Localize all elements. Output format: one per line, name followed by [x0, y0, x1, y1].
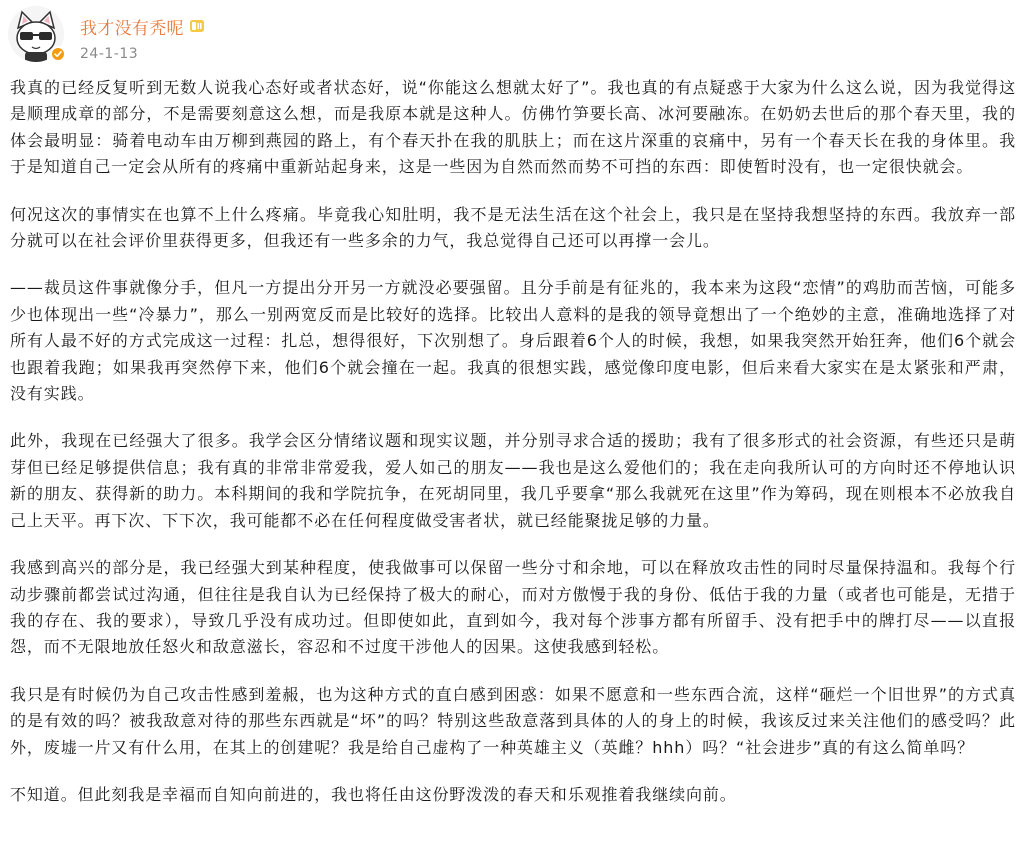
- post-paragraph-6: 我只是有时候仍为自己攻击性感到羞赧，也为这种方式的直白感到困惑：如果不愿意和一些东西合流，这样“砸烂一个旧世界”的方式真的是有效的吗？被我敌意对待的那些东西就是“坏”的吗？特别这些敌意落到具体的人的身上的时候，我该反过来关注他们的感受吗？此外，废墟一片又有什么用，在其上的创建呢？我是给自己虚构了一种英雄主义（英雌？hhh）吗？“社会进步”真的有这么简单吗？: [10, 684, 1016, 757]
- member-icon[interactable]: [189, 18, 205, 34]
- post-timestamp: 24-1-13: [80, 46, 139, 62]
- post-paragraph-1: 我真的已经反复听到无数人说我心态好或者状态好，说“你能这么想就太好了”。我也真的有点疑惑于大家为什么这么说，因为我觉得这是顺理成章的部分，不是需要刻意这么想，而是我原本就是这种人。仿佛竹笋要长高、冰河要融冻。在奶奶去世后的那个春天里，我的体会最明显：骑着电动车由万柳到燕园的路上，有个春天扑在我的肌肤上；而在这片深重的哀痛中，另有一个春天长在我的身体里。我于是知道自己一定会从所有的疼痛中重新站起身来，这是一些因为自然而然而势不可挡的东西：即使暂时没有，也一定很快就会。: [10, 78, 1016, 177]
- post-header: [8, 6, 1008, 66]
- post-paragraph-5: 我感到高兴的部分是，我已经强大到某种程度，使我做事可以保留一些分寸和余地，可以在释放攻击性的同时尽量保持温和。我每个行动步骤前都尝试过沟通，但往往是我自认为已经保持了极大的耐心，而对方傲慢于我的身份、低估于我的力量（或者也可能是，无措于我的存在、我的要求），导致几乎没有成功过。但即使如此，直到如今，我对每个涉事方都有所留手、没有把手中的牌打尽——以直报怨，而不无限地放任怒火和敌意滋长，容忍和不过度干涉他人的因果。这使我感到轻松。: [10, 558, 1016, 657]
- avatar[interactable]: [8, 6, 66, 64]
- post-paragraph-2: 何况这次的事情实在也算不上什么疼痛。毕竟我心知肚明，我不是无法生活在这个社会上，我只是在坚持我想坚持的东西。我放弃一部分就可以在社会评价里获得更多，但我还有一些多余的力气，我总觉得自己还可以再撑一会儿。: [10, 204, 1016, 251]
- post-paragraph-4: 此外，我现在已经强大了很多。我学会区分情绪议题和现实议题，并分别寻求合适的援助；我有了很多形式的社会资源，有些还只是萌芽但已经足够提供信息；我有真的非常非常爱我，爱人如己的朋友——我也是这么爱他们的；我在走向我所认可的方向时还不停地认识新的朋友、获得新的助力。本科期间的我和学院抗争，在死胡同里，我几乎要拿“那么我就死在这里”作为筹码，现在则根本不必放我自己上天平。再下次、下下次，我可能都不必在任何程度做受害者状，就已经能聚拢足够的力量。: [10, 431, 1016, 530]
- post-paragraph-3: ——裁员这件事就像分手，但凡一方提出分开另一方就没必要强留。且分手前是有征兆的，我本来为这段“恋情”的鸡肋而苦恼，可能多少也体现出一些“冷暴力”，那么一别两宽反而是比较好的选择。比较出人意料的是我的领导竟想出了一个绝妙的主意，准确地选择了对所有人最不好的方式完成这一过程：扎总，想得很好，下次别想了。身后跟着6个人的时候，我想，如果我突然开始狂奔，他们6个就会也跟着我跑；如果我再突然停下来，他们6个就会撞在一起。我真的很想实践，感觉像印度电影，但后来看大家实在是太紧张和严肃，没有实践。: [10, 278, 1016, 404]
- verified-badge-icon: [50, 46, 66, 62]
- username[interactable]: 我才没有秃呢: [80, 18, 184, 39]
- post-paragraph-7: 不知道。但此刻我是幸福而自知向前进的，我也将任由这份野泼泼的春天和乐观推着我继续向前。: [10, 784, 737, 804]
- post-body: [10, 75, 1016, 829]
- username-row: [80, 14, 205, 38]
